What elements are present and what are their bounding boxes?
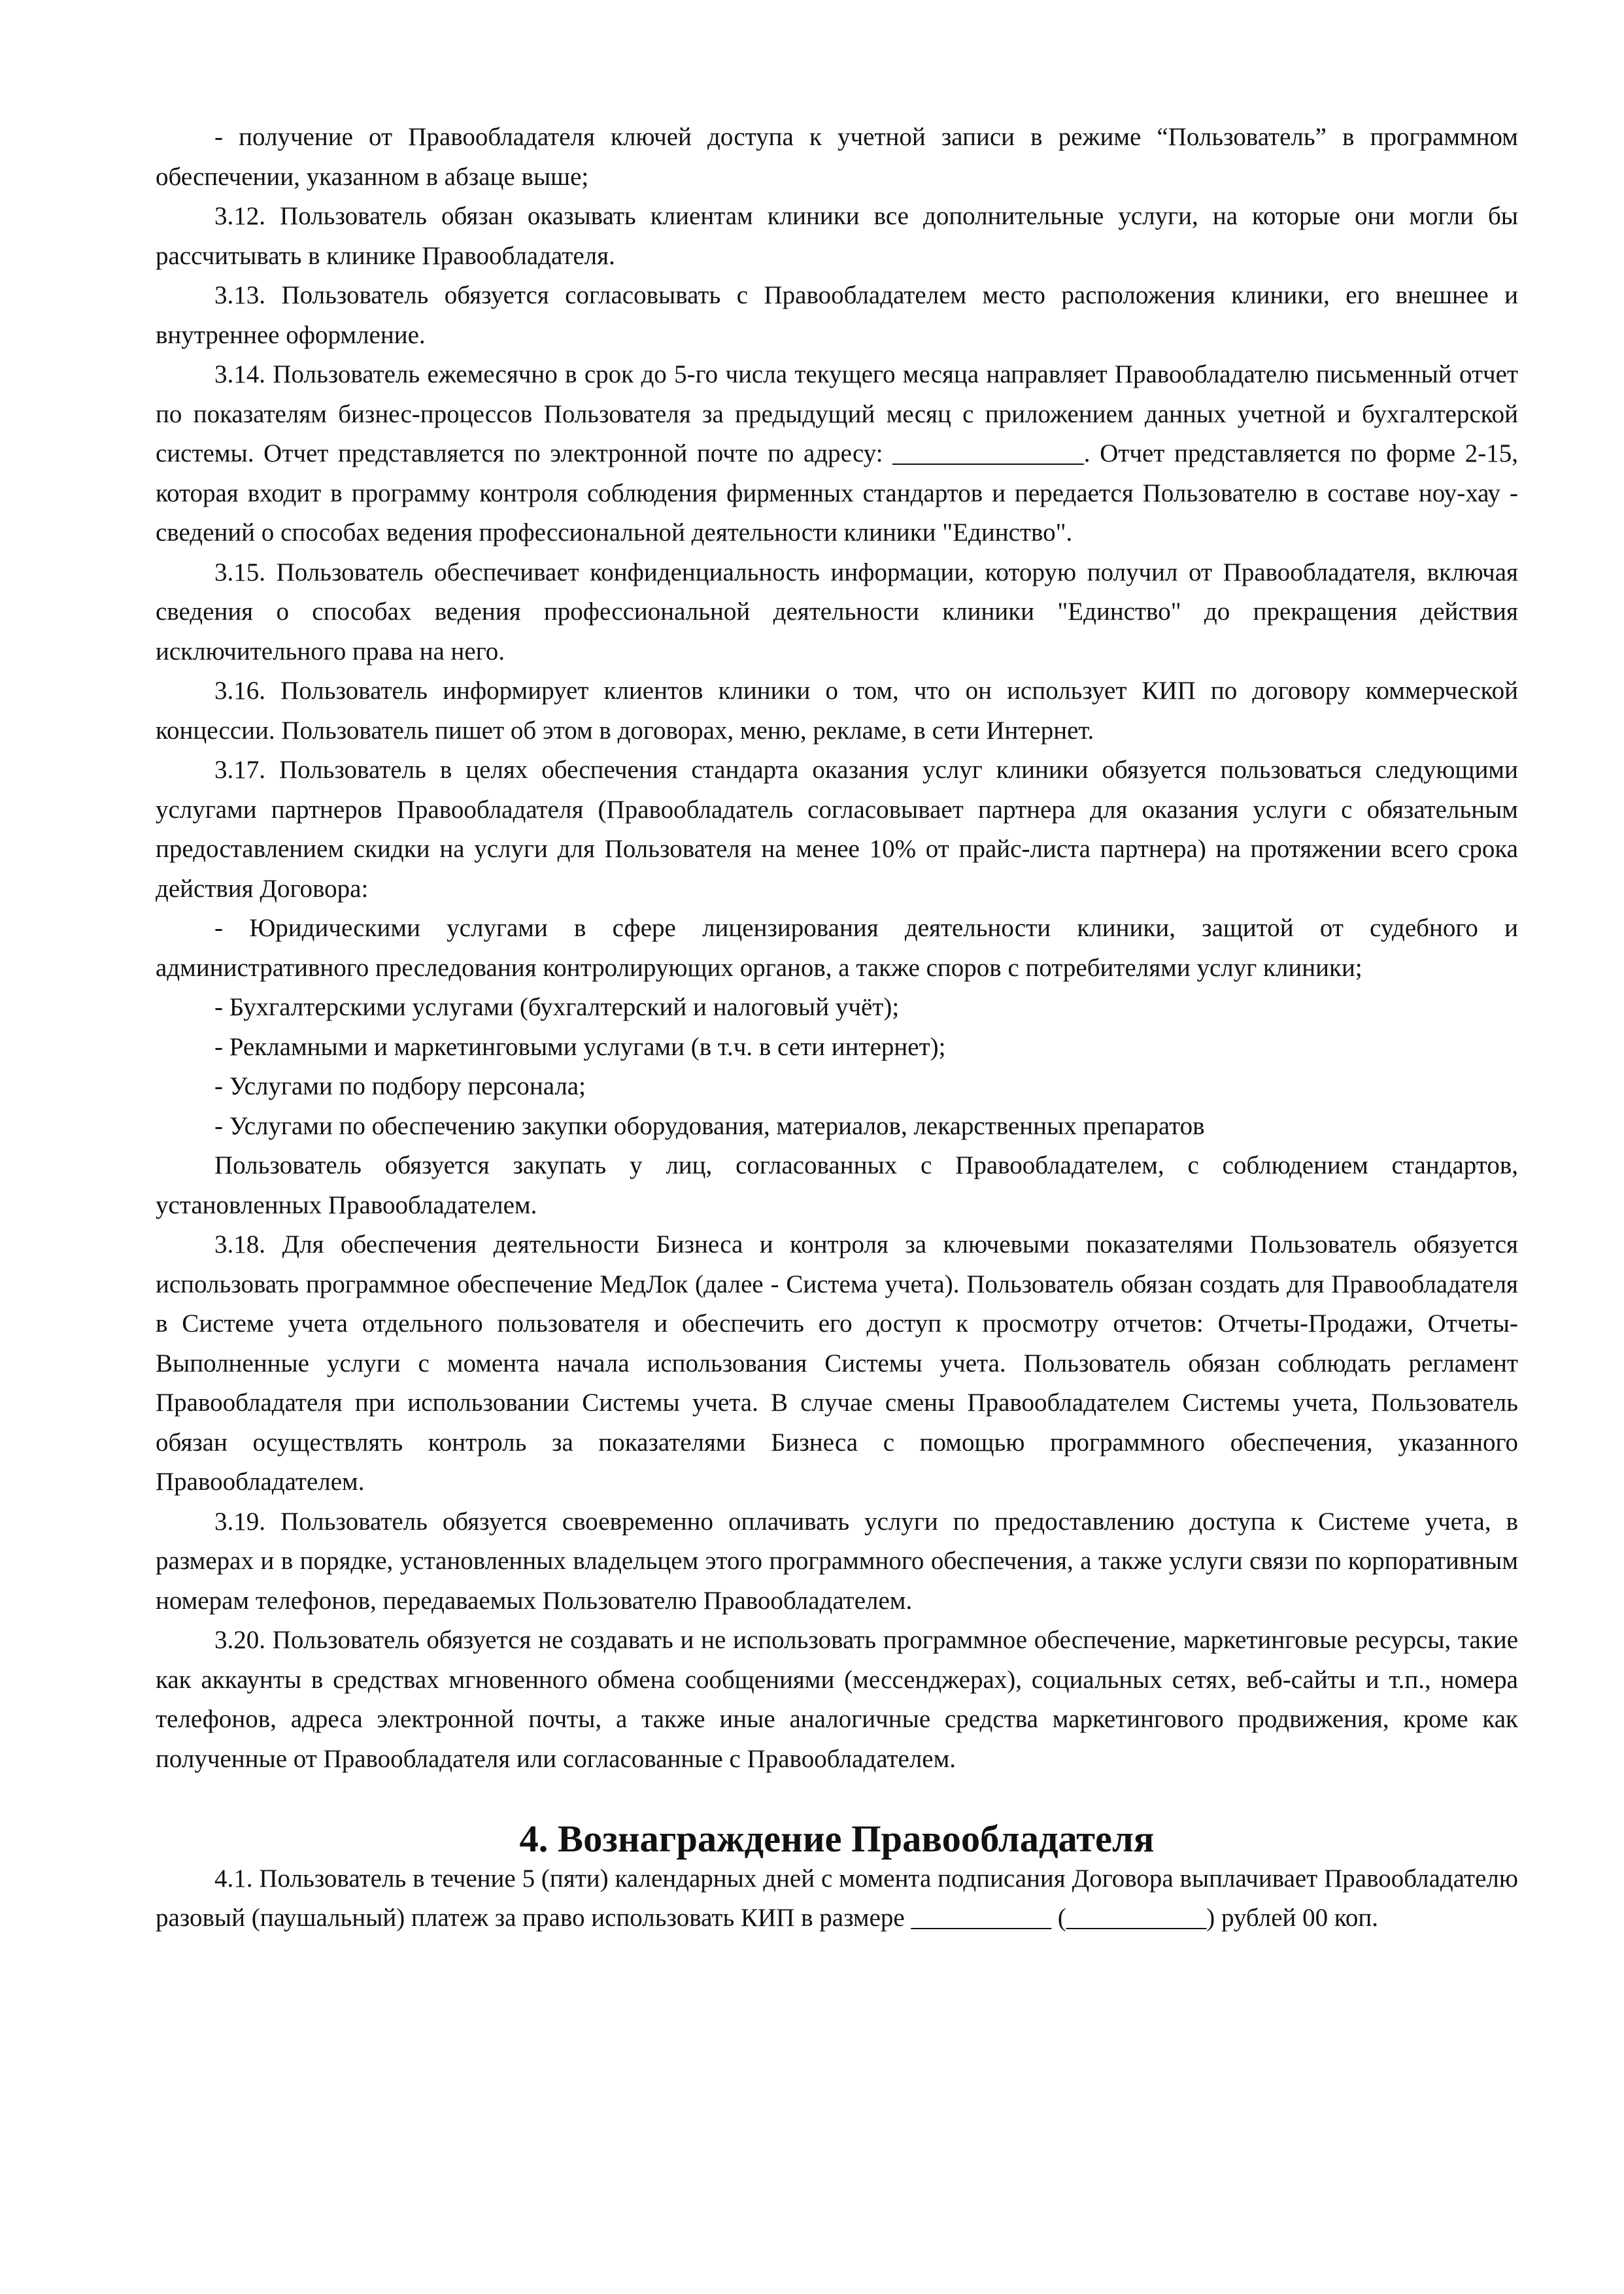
- paragraph-3-16: 3.16. Пользователь информирует клиентов клиники о том, что он использует КИП по договору коммерческой концессии. Пользователь пишет об этом в договорах, меню, рекламе, в сети Интернет.: [156, 677, 1518, 745]
- section-4-heading: 4. Вознаграждение Правообладателя: [519, 1817, 1155, 1860]
- paragraph-3-13: 3.13. Пользователь обязуется согласовывать с Правообладателем место расположения клиники, его внешнее и внутреннее оформление.: [156, 281, 1518, 349]
- paragraph-3-14: 3.14. Пользователь ежемесячно в срок до 5-го числа текущего месяца направляет Правообладателю письменный отчет по показателям бизнес-процессов Пользователя за предыдущий месяц с приложением данных учетной и бухгалтерской системы. Отчет представляется по электронной почте по адресу: _______________. Отчет представляется по форме 2-15, которая входит в программу контроля соблюдения фирменных стандартов и передается Пользователю в составе ноу-хау - сведений о способах ведения профессиональной деятельности клиники "Единство".: [156, 360, 1518, 547]
- paragraph-3-19: 3.19. Пользователь обязуется своевременно оплачивать услуги по предоставлению доступа к Системе учета, в размерах и в порядке, установленных владельцем этого программного обеспечения, а также услуги связи по корпоративным номерам телефонов, передаваемых Пользователю Правообладателем.: [156, 1507, 1518, 1615]
- list-item-accounting-services: - Бухгалтерскими услугами (бухгалтерский и налоговый учёт);: [214, 993, 900, 1021]
- list-item-marketing-services: - Рекламными и маркетинговыми услугами (в т.ч. в сети интернет);: [214, 1032, 946, 1061]
- paragraph-3-15: 3.15. Пользователь обеспечивает конфиденциальность информации, которую получил от Правообладателя, включая сведения о способах ведения профессиональной деятельности клиники "Единство" до прекращения действия исключительного права на него.: [156, 558, 1518, 666]
- list-item-procurement-services: - Услугами по обеспечению закупки оборудования, материалов, лекарственных препаратов: [214, 1111, 1205, 1140]
- paragraph-3-12: 3.12. Пользователь обязан оказывать клиентам клиники все дополнительные услуги, на которые они могли бы рассчитывать в клинике Правообладателя.: [156, 202, 1518, 270]
- paragraph-3-17: 3.17. Пользователь в целях обеспечения стандарта оказания услуг клиники обязуется пользоваться следующими услугами партнеров Правообладателя (Правообладатель согласовывает партнера для оказания услуги с обязательным предоставлением скидки на услуги для Пользователя на менее 10% от прайс-листа партнера) на протяжении всего срока действия Договора:: [156, 756, 1518, 903]
- paragraph-3-18: 3.18. Для обеспечения деятельности Бизнеса и контроля за ключевыми показателями Пользователь обязуется использовать программное обеспечение МедЛок (далее - Система учета). Пользователь обязан создать для Правообладателя в Системе учета отдельного пользователя и обеспечить его доступ к просмотру отчетов: Отчеты-Продажи, Отчеты-Выполненные услуги с момента начала использования Системы учета. Пользователь обязан соблюдать регламент Правообладателя при использовании Системы учета. В случае смены Правообладателем Системы учета, Пользователь обязан осуществлять контроль за показателями Бизнеса с помощью программного обеспечения, указанного Правообладателем.: [156, 1230, 1518, 1496]
- paragraph-purchasing: Пользователь обязуется закупать у лиц, согласованных с Правообладателем, с соблюдением стандартов, установленных Правообладателем.: [156, 1151, 1518, 1219]
- list-item-recruiting-services: - Услугами по подбору персонала;: [214, 1072, 586, 1100]
- paragraph-3-20: 3.20. Пользователь обязуется не создавать и не использовать программное обеспечение, маркетинговые ресурсы, такие как аккаунты в средствах мгновенного обмена сообщениями (мессенджерах), социальных сетях, веб-сайты и т.п., номера телефонов, адреса электронной почты, а также иные аналогичные средства маркетингового продвижения, кроме как полученные от Правообладателя или согласованные с Правообладателем.: [156, 1626, 1518, 1773]
- paragraph-access-keys: - получение от Правообладателя ключей доступа к учетной записи в режиме “Пользователь” в программном обеспечении, указанном в абзаце выше;: [156, 123, 1518, 191]
- list-item-legal-services: - Юридическими услугами в сфере лицензирования деятельности клиники, защитой от судебного и административного преследования контролирующих органов, а также споров с потребителями услуг клиники;: [156, 914, 1518, 982]
- paragraph-4-1: 4.1. Пользователь в течение 5 (пяти) календарных дней с момента подписания Договора выплачивает Правообладателю разовый (паушальный) платеж за право использовать КИП в размере ___________ (___________) рублей 00 коп.: [156, 1864, 1518, 1932]
